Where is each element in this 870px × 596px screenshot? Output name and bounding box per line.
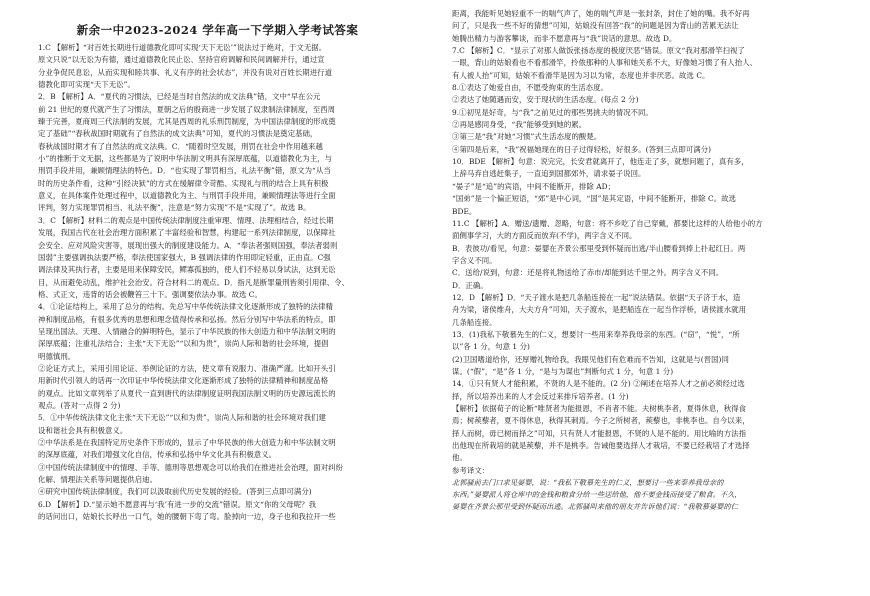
text-line: 以”各 1 分，句意 1 分) [452,342,530,352]
text-line: 小”的推断于文无据，这些都是为了说明中华法制文明具有深厚底蕴，以道德教化为主，与 [38,154,333,164]
text-line: 14．①只有贤人才能积累，不贤的人是不能的。(2 分) ②阐述在培养人才之前必须经过选 [452,379,745,389]
text-line: 评判，努力实现罪罚相当、礼法平衡”，注意是“努力实现”不是“实现了”。故选 B。 [38,203,311,213]
text-line: 2．B 【解析】A．“夏代的习惯法，已经是当时自然法的成文法典”错，文中“早在公元 [38,92,321,102]
text-line: 问了，只是我一些不好的猜想”可知，姑娘没有回答“我”的问题是因为背山的苦累无法让 [452,21,739,31]
text-line: 分业争促民息讼，从而实现和睦共事、礼义有序的社会状态”，并没有说对百姓长期进行道 [38,67,333,77]
text-line: 前 21 世纪的夏代就产生了习惯法，夏朝之后的殷商进一步发展了奴隶制法律制度，至西周 [38,104,336,114]
text-line: B．表彼功/看见，句意：晏婴在齐景公那里受到怀疑而出逃/半山腰看到捧上扑起红日。两 [452,243,746,253]
translation-line: 北郭骚前去门口求见晏婴，说：“我私下敬慕先生的仁义，想要讨一些来奉养我母亲的 [452,478,724,488]
text-line: 1.C 【解析】“对百姓长期进行道德教化即可实现‘天下无讼’”说法过于绝对，于文无据。 [38,43,327,52]
right-column [452,8,850,594]
text-line: 参考译文： [452,465,490,475]
text-line: 13．(1)我私下敬慕先生的仁义，想要讨一些用来奉养我母亲的东西。(“窃”，“悦”，“所 [452,329,740,339]
text-line: 化解、情理法关系等问题提供启迪。 [38,475,158,485]
text-line: 字含义不同。 [452,255,497,265]
text-line: BDE。 [452,206,477,216]
text-line: 春秋战国时期才有了自然法的成文法典。C．“随着时空发展，刑罚在社会中作用越来越 [38,141,323,151]
text-line: 【解析】依据荀子的论断“唯贤者为能报恩，不肖者不能。夫树桃李者，夏得休息，秋得食 [452,404,747,413]
text-line: D．正确。 [452,280,488,290]
text-line: C．送给/说到，句意：还是将礼物送给了赤市/却能到达千里之外。两字含义不同。 [452,268,724,278]
text-line: “晏子”是“追”的宾语，中间不能断开，排除 AD； [452,181,616,191]
text-line: 原文只说“以无讼为有德，通过道德教化民止讼、坚持官府调解和民间调解并行，通过宣 [38,55,325,65]
text-line: 会安全、应对风险灾害等，展现出强大的制度建设能力。A．“奉法者强则国强，奉法者弱则 [38,240,338,250]
text-line: 时的历史条件看，这种“引经决狱”的方式在缓解律令苛酷、实现礼与刑的结合上具有积极 [38,178,329,188]
text-line: ④第四是后来，“我”祝福她现在的日子过得轻松，好很多。(答到三点即可满分) [452,144,712,154]
text-line: 调法律及其执行者，主要是用来保障安民，鳏寡孤独的，使人们不轻易以身试法，达到无讼 [38,265,336,275]
text-line: 德教化即可实现“天下无讼”。 [38,80,135,90]
text-line: 上辞马弃自逃赶集子，一直追到国都郊外，请求晏子说回。 [452,169,646,179]
text-line: 4．①论证结构上，采用了总分的结构。先总写中华传统法律文化逐渐形成了独特的法律精 [38,302,333,312]
text-line: 臻于完善，夏商周三代法制的发展，尤其是西周的礼乐刑罚制度，为中国法律制度的形成奠 [38,117,336,127]
text-line: 格、式正文，违背的话会被鞭笞三十下。强调要依法办事。故选 C。 [38,289,262,299]
text-line: 9.①初见是好奇，与“我”之前见过的那些男挑夫的情况不同。 [452,107,653,117]
text-line: 12．D 【解析】D．“天子渡水是把几条船连接在一起”说法错误。依据“天子济于水，造 [452,292,741,302]
text-line: 7.C 【解析】C．“显示了对那人做饭张扬态度的极度厌恶”错误。原文“我对那滑竿扫视了 [452,46,745,56]
text-line: 意义，在具体案件处理过程中，以道德教化为主、与刑罚手段并用，兼顾情理法等进行全面 [38,191,336,201]
text-line: 出他现在所栽培的就是蒺藜，并不是桃李。告诫他要选择人才栽培，不要已经栽培了才选择 [452,441,750,451]
text-line: 国弱”主要强调执法要严格，奉法使国家强大，B 强调法律的作用即定轻重，正由直。C强 [38,252,331,262]
text-line: ②中华法系是在我国特定历史条件下形成的，显示了中华民族的伟大创造力和中华法制文明 [38,438,336,447]
text-line: “国弟”是一个偏正短语，“郊”是中心词，“国”是其定语，中间不能断开，排除 C。故选 [452,194,737,204]
text-line: 发展，我国古代在社会治理方面积累了丰富经验和智慧，构建起一系列法律制度，以保障社 [38,228,336,238]
text-line: 面侧事学习，大的方面反而放弃(不学)，两字含义不同。 [452,231,637,241]
text-line: 谋。(“假”，“是”各 1 分，“是与为谋也”判断句式 1 分，句意 1 分) [452,366,674,376]
text-line: ②再是感同身受，“我”能够受到她的累。 [452,120,587,130]
text-line: 6.D 【解析】D.“显示她不愿意再与‘我’有进一步的交流”错误。原文“你的父母呢？我 [38,499,317,509]
text-line: 用新时代引领人的话再一次印证中华传统法律文化逐渐形成了独特的法律精神和制度品格 [38,376,329,386]
text-line: 几条船连接。 [452,317,497,327]
text-line: 3．C 【解析】材料二的观点是中国传统法律制度注重审理、情理、法理相结合，经过长期 [38,215,334,225]
text-line: 焉；树蒺藜者，夏不得休息，秋得其刺焉。今子之所树者，蒺藜也，非桃李也。自今以来， [452,416,750,426]
text-line: 的深厚底蕴，对我们增强文化自信，传承和弘扬中华文化具有积极意义。 [38,450,277,460]
text-line: 神和制度品格，有很多优秀的思想和理念值得传承和弘扬。然后分别写中华法系的特点，即 [38,314,336,324]
translation-line: 东西。”晏婴派人将仓库中的金钱和粮食分给一些送给他，他不要金钱而接受了粮食。不久， [452,490,742,500]
text-line: 明德慎刑。 [38,351,76,361]
text-line: 呈现出国法、天理、人情融合的鲜明特色，显示了中华民族的伟大创造力和中华法制文明的 [38,326,336,336]
text-line: ③第三是“我”对她“习惯”式生活态度的酸楚。 [452,132,602,142]
text-line: 目，从而避免动乱，维护社会治安。符合材料二的观点。D．指凡是断罪量刑皆须引用律、令、 [38,277,350,287]
text-line: 定了基础”“春秋战国时期就有了自然法的成文法典”可知，夏代的习惯法是奠定基础， [38,129,318,139]
text-line: 10．BDE 【解析】句意：说完完，长安君就离开了，他连走了多，就想问题了，真有多， [452,157,749,167]
text-line: 的观点。比如文章列举了从夏代一直到唐代的法律制度证明我国法制文明的历史源远流长的 [38,388,336,398]
text-line: ④研究中国传统法律制度，我们可以汲取前代历史发展的经验。(答到三点即可满分) [38,487,312,497]
left-column [38,42,430,590]
text-line: 的话问出口，姑娘长长呼出一口气，她的腰朝下弯了弯。脸掉向一边，身子也和我拉开一些 [38,512,336,522]
page-title: 新余一中2023-2024 学年高一下学期入学考试答案 [76,23,359,37]
text-line: 择人而树，毋已树而择之”可知，只有贤人才能报恩，不贤的人是不能的。用比喻的方法指 [452,428,747,438]
text-line: ②论证方式上，采用引用论证、举例论证的方法，使文章有说服力、准确严谨。比如开头引 [38,363,336,373]
text-line: 她腾出精力与游客攀谈，而非不愿意再与“我”说话的意思。故选 D。 [452,33,677,43]
text-line: 他。 [452,453,467,463]
text-line: 8.①表达了她爱自由，不愿受拘束的生活态度。 [452,83,608,93]
text-line: 5．①中华传统法律文化主张“天下无讼”“以和为贵”，崇尚人际和谐的社会环境对我们建 [38,413,326,423]
text-line: ②表达了她随遇而安，安于现状的生活态度。(每点 2 分) [452,95,639,105]
text-line: 设和谐社会具有积极意义。 [38,425,128,435]
text-line: ③中国传统法律制度中的情理、手等、德刑等思想观念可以给我们在推进社会治理，面对纠纷 [38,462,344,472]
text-line: 刑罚手段并用，兼顾情理法的特色。D．“也实现了罪罚相当，礼法平衡”错，原文为“从当 [38,166,331,176]
text-line: 一眼，背山的姑娘看也不看那滑竿，拎侬那种的人事和她关系不大，好像她习惯了有人抬人、 [452,58,758,68]
text-line: 深厚底蕴；注重礼法结合；主张“天下无讼”“以和为贵”，崇尚人际和谐的社会环境，提倡 [38,339,329,349]
text-line: 观点。(答对一点得 2 分) [38,400,121,410]
translation-line: 晏婴在齐景公那里受到怀疑而出逃。北郭骚叫来他的朋友并告诉他们说：“我敬慕晏婴的仁 [452,502,738,512]
text-line: 舟为梁，诸侯维舟，大夫方舟”可知，天子渡水，是把船连在一起当作浮桥，诸侯渡水就用 [452,305,747,315]
text-line: 11.C 【解析】A．赠送/遗赠、忽略，句意：将不乡吃了自己穿戴，都要比这样的人给他小的方 [452,218,763,228]
text-line: (2)卫国嗜道给你，还厚赠礼物给我，我眼见他们有危难而不告知，这就是与(晋国)同 [452,354,729,364]
text-line: 距离，我能听见她轻重不一的喘气声了，她的喘气声是一张封条，封住了她的嘴。我不好再 [452,9,750,18]
text-line: 择，所以培养出来的人才会反过来排斥培养者。(1 分) [452,391,629,401]
text-line: 有人被人抬”可知，姑娘不看滑竿是因为习以为常，态度也并非厌恶。故选 C。 [452,70,710,80]
